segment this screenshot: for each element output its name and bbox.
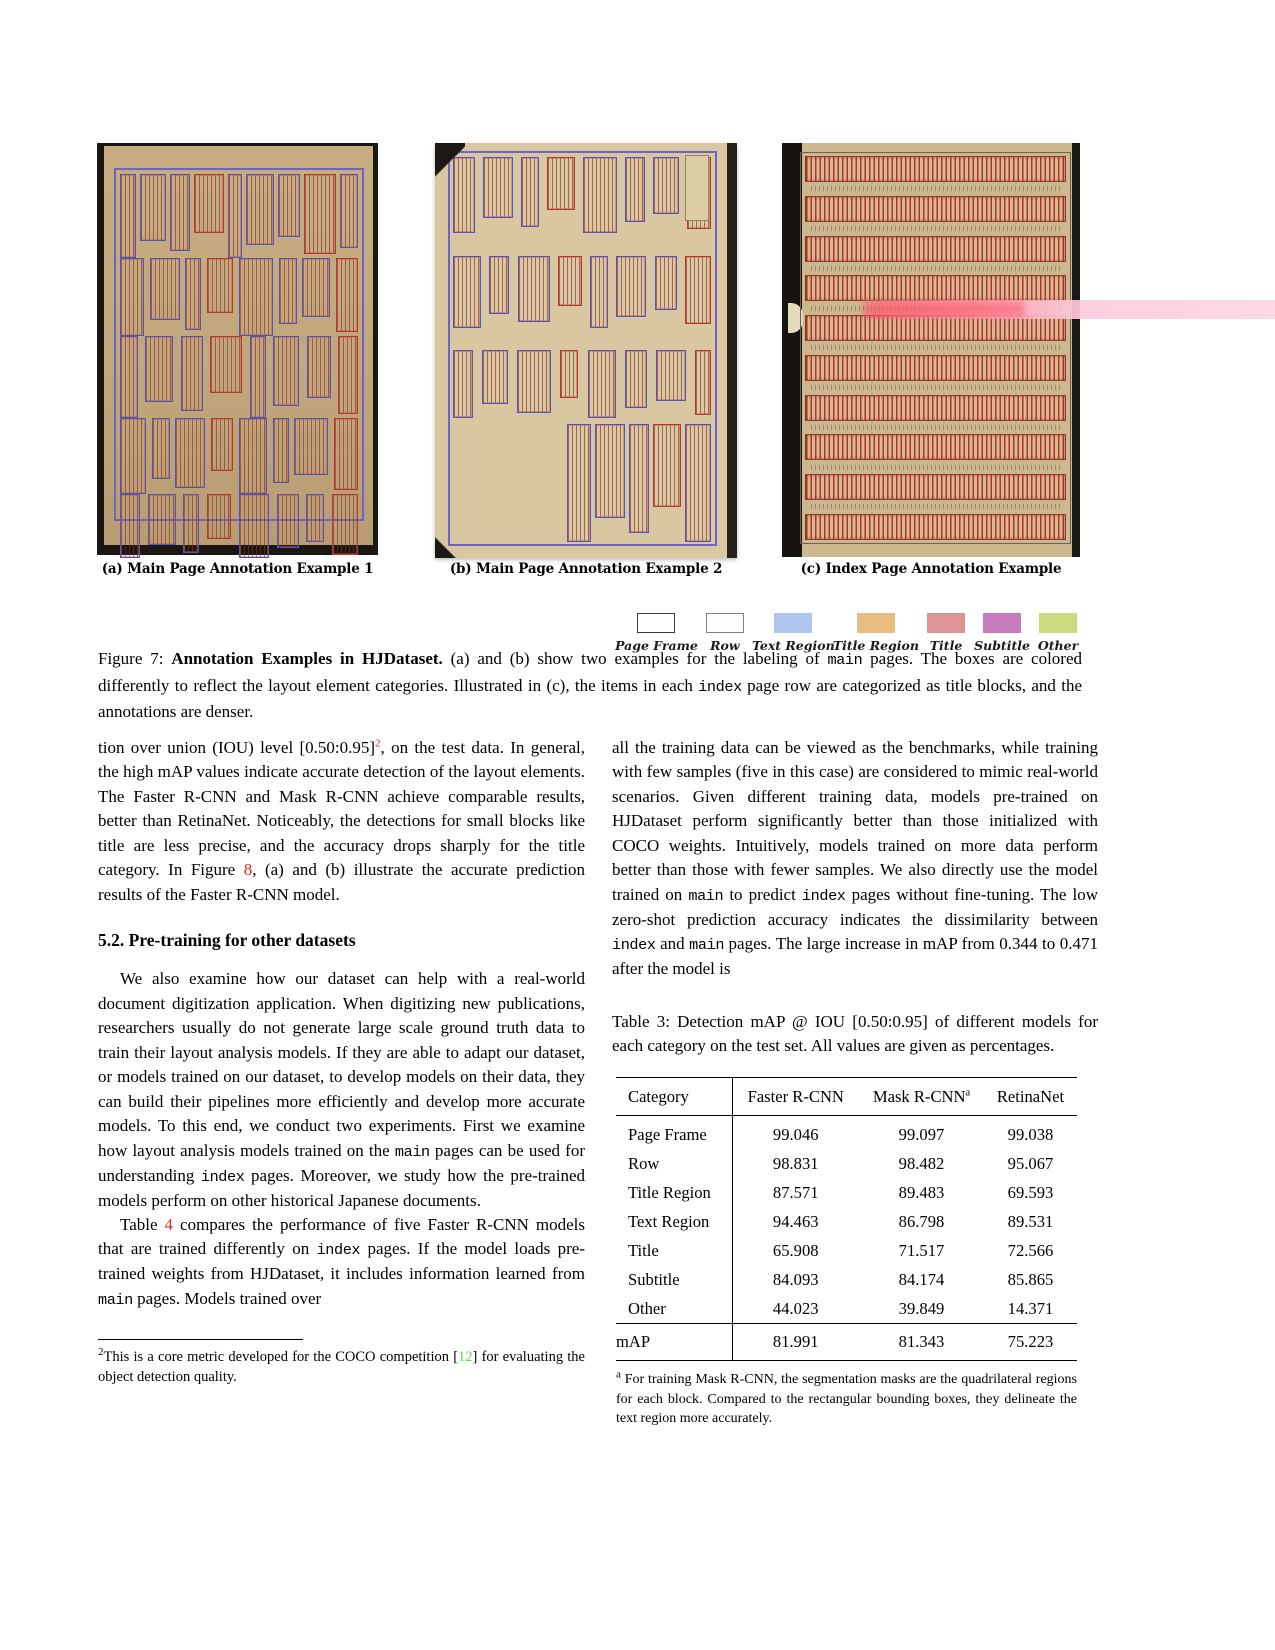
table-cell: 99.097 (898, 1125, 945, 1145)
table-header-cell: Mask R-CNN$^a$ (859, 1078, 984, 1116)
legend-swatch (637, 613, 675, 633)
row-separator-dots (811, 306, 1060, 311)
table-map-row (616, 1324, 1077, 1361)
mono-main: main (689, 936, 725, 955)
table-cell: Subtitle (616, 1265, 732, 1294)
legend-label: Subtitle (974, 638, 1030, 653)
table-cell: 98.482 (898, 1154, 945, 1174)
main-page-annotation-image-1 (97, 143, 378, 555)
annotation-block (277, 494, 299, 548)
annotation-block (517, 350, 551, 413)
annotation-block (170, 174, 190, 251)
annotation-block (588, 350, 616, 418)
annotation-block (695, 350, 711, 415)
annotation-block (120, 174, 136, 258)
table-footnote-a: $^a$ For training Mask R-CNN, the segmentation masks are the quadrilateral regions for each block. Compared to the rectangular bounding boxes, they delineate the text region more accurately. (616, 1368, 1077, 1427)
paragraph: all the training data can be viewed as the benchmarks, while training with few samples (five in this case) are considered to mimic real-world scenarios. Given different training data, models pre-trained on HJDataset perform significantly better than those initialized with COCO weights. Intuitively, models trained on more data perform better than those with fewer samples. We also directly use the model trained on main to predict index pages without fine-tuning. The low zero-shot prediction accuracy indicates the dissimilarity between index and main pages. The large increase in mAP from 0.344 to 0.471 after the model is (612, 738, 1099, 979)
section-tab-mark (685, 155, 709, 221)
annotation-block (304, 174, 336, 254)
table-header-row (616, 1078, 1077, 1116)
table-cell: 65.908 (772, 1240, 819, 1260)
table-cell: Page Frame (616, 1116, 732, 1150)
title-block-band (805, 395, 1066, 421)
table-cell: 94.463 (772, 1212, 819, 1232)
figure-ref-8[interactable]: 8 (243, 860, 253, 880)
annotation-block (483, 157, 513, 218)
table-ref-4[interactable]: 4 (164, 1215, 174, 1234)
annotation-block (685, 424, 711, 542)
annotation-block (625, 157, 645, 222)
annotation-block (590, 256, 608, 328)
table-cell: 87.571 (772, 1183, 819, 1203)
row-separator-dots (811, 425, 1060, 430)
title-block-band (805, 315, 1066, 341)
title-block-band (805, 514, 1066, 540)
table-header-cell: Faster R-CNN (732, 1078, 859, 1116)
table-cell: 75.223 (984, 1324, 1077, 1361)
table-row (616, 1150, 1077, 1179)
legend-label: Title Region (832, 638, 919, 653)
legend-swatch (774, 613, 812, 633)
row-separator-dots (811, 345, 1060, 350)
title-block-band (805, 474, 1066, 500)
legend-label: Text Region (752, 638, 835, 653)
annotation-row (120, 336, 358, 418)
annotation-block (332, 494, 358, 555)
legend-swatch (927, 613, 965, 633)
annotation-block (482, 350, 508, 404)
row-separator-dots (811, 504, 1060, 509)
table-header-cell: Category (616, 1078, 732, 1116)
figure-label: Figure 7: (98, 649, 172, 668)
table-cell: Title (616, 1236, 732, 1265)
mono-main: main (827, 651, 863, 669)
annotation-block (307, 336, 331, 398)
table-cell: 86.798 (898, 1212, 945, 1232)
legend-swatch (983, 613, 1021, 633)
book-edge (782, 143, 802, 557)
table-cell: 69.593 (1007, 1183, 1054, 1203)
annotation-block (336, 258, 358, 332)
annotation-block (302, 258, 330, 317)
table-row (616, 1265, 1077, 1294)
row-separator-dots (811, 266, 1060, 271)
photo-corner (435, 143, 465, 199)
annotation-block (183, 494, 199, 553)
table-cell: 85.865 (1007, 1269, 1054, 1289)
annotation-block (181, 336, 203, 411)
annotation-block (194, 174, 224, 233)
annotation-block (250, 336, 266, 418)
annotation-block (120, 494, 140, 558)
annotation-block (340, 174, 358, 248)
title-block-band (805, 156, 1066, 182)
annotation-block (453, 256, 481, 328)
annotation-block (211, 418, 233, 471)
table-cell: Other (616, 1294, 732, 1323)
table-cell: 71.517 (898, 1240, 945, 1260)
figure-caption: Figure 7: Annotation Examples in HJDataset. (a) and (b) show two examples for the labeling of main pages. The boxes are colored differently to reflect the layout element categories. Illustrated in (c), the items in each index page row are categorized as title blocks, and the annotations are denser. (98, 649, 1083, 722)
table-cell: 84.093 (772, 1269, 819, 1289)
annotation-block (338, 336, 358, 414)
annotation-block (334, 418, 358, 490)
table-row (616, 1208, 1077, 1237)
table-cell: 89.531 (1007, 1212, 1054, 1232)
row-separator-dots (811, 465, 1060, 470)
annotation-block (228, 174, 242, 258)
table-cell: mAP (616, 1324, 732, 1361)
annotation-row (120, 494, 358, 558)
annotation-block (560, 350, 578, 398)
table-row (616, 1179, 1077, 1208)
table-cell: 72.566 (1007, 1240, 1054, 1260)
index-page-annotation-image (782, 143, 1080, 557)
mono-index: index (801, 886, 846, 905)
annotation-block (489, 256, 509, 314)
annotation-row (120, 174, 358, 258)
table-cell: 14.371 (1007, 1298, 1054, 1318)
table-row (616, 1116, 1077, 1150)
scanned-page-a (104, 146, 373, 545)
annotation-blocks-a (120, 174, 358, 515)
footnote-2: $^2$This is a core metric developed for the COCO competition [12] for evaluating the object detection quality. (98, 1345, 585, 1385)
title-block-band (805, 355, 1066, 381)
paragraph: We also examine how our dataset can help with a real-world document digitization application. When digitizing new publications, researchers usually do not generate large scale ground truth data to train their layout analysis models. If they are able to adapt our dataset, or models trained on our dataset, to develop models on their data, they can build their pipelines more efficiently and develop more accurate models. To this end, we conduct two experiments. First we examine how layout analysis models trained on the main pages can be used for understanding index pages. Moreover, we study how the pre-trained models perform on other historical Japanese documents. (98, 969, 585, 1210)
subcaption-b: (b) Main Page Annotation Example 2 (449, 561, 723, 577)
table-cell: 95.067 (1007, 1154, 1054, 1174)
table-cell: 81.343 (859, 1324, 984, 1361)
table-cell: Text Region (616, 1208, 732, 1237)
legend-swatch (706, 613, 744, 633)
mono-index: index (200, 1167, 245, 1186)
citation-12[interactable]: 12 (458, 1348, 473, 1365)
annotation-block (518, 256, 550, 322)
annotation-block (595, 424, 625, 518)
annotation-blocks-b-bottom (453, 424, 711, 542)
title-block-band (805, 275, 1066, 301)
annotation-block (306, 494, 324, 542)
annotation-block (521, 157, 539, 227)
annotation-block (185, 258, 201, 330)
annotation-block (239, 258, 273, 336)
annotation-block (547, 157, 575, 210)
title-block-band (805, 196, 1066, 222)
annotation-block (120, 258, 144, 336)
footnote-ref-2[interactable]: 2 (375, 737, 381, 750)
footnote-rule (98, 1339, 303, 1340)
mono-main: main (98, 1290, 133, 1309)
annotation-block (625, 350, 647, 408)
annotation-block (567, 424, 591, 542)
annotation-block (239, 494, 269, 558)
photo-corner (435, 518, 461, 558)
table-cell: 44.023 (772, 1298, 819, 1318)
table-3 (616, 1077, 1077, 1428)
annotation-block (246, 174, 274, 245)
annotation-block (279, 258, 297, 324)
detection-map-table (616, 1077, 1077, 1361)
title-block-band (805, 236, 1066, 262)
table-row (616, 1236, 1077, 1265)
subcaption-c: (c) Index Page Annotation Example (800, 561, 1062, 577)
legend-label: Page Frame (615, 638, 698, 653)
legend-label: Row (710, 638, 740, 653)
annotation-block (616, 256, 646, 317)
table-cell: 81.991 (732, 1324, 859, 1361)
annotation-block (207, 494, 231, 539)
annotation-row (453, 350, 711, 418)
annotation-blocks-b (453, 157, 711, 418)
left-column (98, 736, 585, 1387)
main-page-annotation-image-2 (435, 143, 737, 558)
figure-7-images (97, 143, 1178, 558)
table-cell: Row (616, 1150, 732, 1179)
annotation-block (453, 350, 473, 418)
legend-label: Other (1037, 638, 1079, 653)
annotation-row (453, 256, 711, 328)
annotation-block (210, 336, 242, 393)
subcaption-a: (a) Main Page Annotation Example 1 (101, 561, 374, 577)
table-header-cell: RetinaNet (984, 1078, 1077, 1116)
annotation-block (120, 336, 138, 418)
annotation-block (148, 494, 176, 545)
annotation-block (175, 418, 205, 488)
legend-swatch (1039, 613, 1077, 633)
row-separator-dots (811, 186, 1060, 191)
annotation-block (120, 418, 146, 494)
annotation-block (685, 256, 711, 324)
title-block-bands (805, 156, 1066, 540)
row-separator-dots (811, 385, 1060, 390)
annotation-row (120, 418, 358, 494)
annotation-block (653, 424, 681, 507)
annotation-block (145, 336, 173, 402)
annotation-block (152, 418, 170, 479)
annotation-block (140, 174, 166, 241)
book-spine-shadow (727, 143, 737, 558)
mono-index: index (316, 1241, 361, 1260)
figure-caption-bold: Annotation Examples in HJDataset. (171, 649, 443, 668)
annotation-block (239, 418, 267, 494)
annotation-row (120, 258, 358, 336)
row-separator-dots (811, 226, 1060, 231)
table-cell: 89.483 (898, 1183, 945, 1203)
table-cell: Title Region (616, 1179, 732, 1208)
book-edge (1072, 143, 1080, 557)
paragraph: tion over union (IOU) level [0.50:0.95]$^2$, on the test data. In general, the high mAP values indicate accurate detection of the layout elements. The Faster R-CNN and Mask R-CNN achieve comparable results, better than RetinaNet. Noticeably, the detections for small blocks like title are less precise, and the accuracy drops sharply for the title category. In Figure 8, (a) and (b) illustrate the accurate prediction results of the Faster R-CNN model. (98, 737, 585, 904)
mono-index: index (612, 936, 656, 955)
legend-swatch (857, 613, 895, 633)
mono-index: index (698, 677, 742, 696)
annotation-block (655, 256, 677, 310)
legend-label: Title (929, 638, 963, 653)
annotation-block (273, 336, 299, 406)
mono-main: main (688, 886, 724, 905)
annotation-block (207, 258, 233, 313)
annotation-block (278, 174, 300, 237)
table-3-caption: Table 3: Detection mAP @ IOU [0.50:0.95] of different models for each category on the test set. All values are given as percentages. (612, 1011, 1098, 1055)
table-cell: 98.831 (772, 1154, 819, 1174)
table-cell: 84.174 (898, 1269, 945, 1289)
annotation-block (583, 157, 617, 233)
title-block-band (805, 434, 1066, 460)
table-row (616, 1294, 1077, 1323)
annotation-block (294, 418, 328, 475)
right-column (612, 736, 1098, 1429)
annotation-block (629, 424, 649, 533)
annotation-block (150, 258, 180, 320)
table-cell: 99.038 (1007, 1125, 1054, 1145)
mono-main: main (394, 1142, 430, 1161)
table-cell: 39.849 (898, 1298, 945, 1318)
annotation-row (453, 157, 711, 233)
annotation-block (273, 418, 289, 483)
paragraph: Table 4 compares the performance of five Faster R-CNN models that are trained differently on index pages. If the model loads pre-trained weights from HJDataset, it includes information learned from main pages. Models trained over (98, 1215, 586, 1309)
footnote-block (98, 1339, 585, 1387)
annotation-block (558, 256, 582, 306)
table-cell: 99.046 (772, 1125, 819, 1145)
annotation-block (656, 350, 686, 401)
section-heading-5-2: 5.2. Pre-training for other datasets (98, 930, 356, 951)
annotation-block (653, 157, 679, 214)
